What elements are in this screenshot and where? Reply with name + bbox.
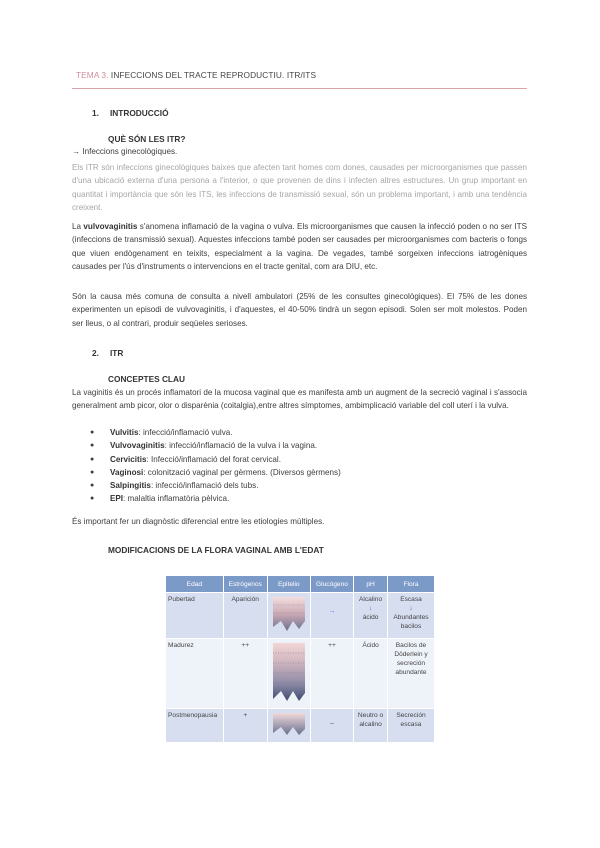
bullet-icon: ●	[90, 495, 95, 503]
cell-edad: Postmenopausia	[166, 709, 224, 743]
bullet-icon: ●	[90, 482, 95, 490]
bullet-icon: ●	[90, 442, 95, 450]
p1-prefix: La	[72, 222, 84, 231]
flora-bottom: Abundantes bacilos	[393, 614, 429, 630]
section-2-heading	[92, 348, 123, 358]
cell-epitelio	[267, 709, 310, 743]
list-item-term: Cervicitis	[110, 454, 147, 464]
list-item-desc: : infecció/inflamació dels tubs.	[150, 481, 259, 491]
epithelium-pubertad-image	[271, 595, 307, 633]
list-item	[72, 479, 527, 492]
list-item	[72, 466, 527, 479]
cell-estrogenos: Aparición	[223, 593, 267, 639]
section-2-subtitle: CONCEPTES CLAU	[108, 374, 185, 384]
header-ph: pH	[354, 576, 388, 593]
cell-glucogeno	[310, 593, 353, 639]
list-item-desc: : infecció/inflamació vulva.	[138, 428, 233, 437]
table-row	[166, 639, 435, 709]
section-2-number: 2.	[92, 348, 99, 358]
list-item	[72, 453, 527, 466]
header-tema: TEMA 3.	[76, 70, 109, 80]
cell-edad: Pubertad	[166, 593, 224, 639]
cell-epitelio	[267, 593, 310, 639]
page-header	[76, 70, 526, 80]
flora-table	[165, 575, 435, 743]
section-2-title: ITR	[110, 348, 124, 358]
ph-bottom: ácido	[362, 614, 379, 621]
header-estrogenos: Estrógenos	[223, 576, 267, 593]
cell-glucogeno	[310, 709, 353, 743]
bullet-icon: ●	[90, 429, 95, 436]
list-item-term: EPI	[110, 494, 124, 504]
section-2-paragraph-1: La vaginitis és un procés inflamatori de la mucosa vaginal que es manifesta amb un augment de la secreció vaginal i s'associa generalment amb picor, olor o disparènia (coitalgia),entre altres símptomes, ambimplicació variable del coll uterí i la vulva.	[72, 388, 527, 411]
section-2-closing: És important fer un diagnòstic diferencial entre les etiologies múltiples.	[72, 517, 325, 526]
table-row	[166, 593, 435, 639]
section-1-heading	[92, 108, 169, 118]
list-item	[72, 492, 527, 505]
list-item-desc: : colonització vaginal per gèrmens. (Diversos gèrmens)	[143, 467, 341, 477]
bullet-icon: ●	[90, 455, 95, 463]
list-item-term: Vulvovaginitis	[110, 441, 165, 451]
table-title: MODIFICACIONS DE LA FLORA VAGINAL AMB L'EDAT	[108, 545, 324, 555]
header-edad: Edad	[166, 576, 224, 593]
cell-glucogeno: ++	[310, 639, 353, 709]
list-item	[72, 439, 527, 452]
cell-estrogenos: +	[223, 709, 267, 743]
table-header-row	[166, 576, 435, 593]
header-glucogeno: Glucógeno	[310, 576, 353, 593]
list-item-desc: : infecció/inflamació de la vulva i la vagina.	[164, 441, 318, 451]
header-flora: Flora	[388, 576, 435, 593]
arrow-down-icon: ↓	[368, 605, 373, 612]
section-1-subtitle: QUÈ SÓN LES ITR?	[108, 134, 186, 144]
section-1-grey-paragraph: Els ITR són infeccions ginecològiques baixes que afecten tant homes com dones, causades per microorganismes que passen d'una ubicació externa d'una persona a l'interior, o que provenen de dins i infecten altres estructures. Un grup important en quantitat i importància que són les ITS, les infeccions de transmissió sexual, són un problema important, i amb una tendència creixent.	[72, 163, 527, 212]
table-row	[166, 709, 435, 743]
p1-rest: s'anomena inflamació de la vagina o vulva. Els microorganismes que causen la infecció poden o no ser ITS (infeccions de transmissió sexual). Aquestes infeccions també poden ser causades per microorganismes com bacteris o fongs que viuen endògenament en teixits, especialment a la vagina. De vegades, també sorgeixen infeccions iatrogèniques causades per l'ús d'instruments o intervencions en el tracte genital, com ara DIU, etc.	[72, 222, 527, 271]
cell-edad: Madurez	[166, 639, 224, 709]
epithelium-madurez-image	[271, 641, 307, 703]
flora-top: Escasa	[400, 596, 422, 603]
section-1-paragraph-1	[72, 220, 527, 273]
list-item-term: Vaginosi	[110, 467, 144, 477]
glucogeno-value: –	[330, 720, 334, 727]
list-item	[72, 426, 527, 439]
cell-estrogenos: ++	[223, 639, 267, 709]
cell-ph: Ácido	[354, 639, 388, 709]
list-item-desc: : Infecció/inflamació del forat cervical.	[146, 454, 281, 464]
section-1-title: INTRODUCCIÓ	[110, 108, 169, 118]
cell-flora: Bacilos de Döderlein y secreción abundante	[388, 639, 435, 709]
header-divider	[72, 88, 527, 89]
cell-epitelio	[267, 639, 310, 709]
epithelium-postmenopausia-image	[271, 711, 307, 737]
bullet-icon: ●	[90, 468, 95, 476]
section-1-number: 1.	[92, 108, 99, 118]
definitions-list	[72, 426, 527, 506]
p1-bold-term: vulvovaginitis	[83, 222, 138, 231]
list-item-term: Salpingitis	[110, 481, 151, 491]
section-1-paragraph-2: Són la causa més comuna de consulta a nivell ambulatori (25% de les consultes ginecològiques). El 75% de les dones experimenten un episodi de vulvovaginitis, i d'aquestes, el 40-50% tindrà un segon episodi. Solen ser molt molestos. Poden ser lleus, o al contrari, produir seqüeles serioses.	[72, 292, 527, 328]
arrow-down-icon: ↓	[409, 605, 413, 612]
cell-ph: Neutro o alcalino	[354, 709, 388, 743]
cell-flora: Secreción escasa	[388, 709, 435, 743]
cell-flora	[388, 593, 435, 639]
cell-ph	[354, 593, 388, 639]
list-item-desc: : malaltia inflamatòria pèlvica.	[123, 494, 230, 504]
ph-top: Alcalino	[359, 596, 383, 603]
arrow-right-icon: →	[328, 608, 336, 615]
header-epitelio: Epitelio	[267, 576, 310, 593]
section-1-arrow-line: → Infeccions ginecològiques.	[72, 147, 178, 156]
list-item-term: Vulvitis	[110, 428, 139, 437]
header-title: INFECCIONS DEL TRACTE REPRODUCTIU. ITR/ITS	[108, 70, 317, 80]
